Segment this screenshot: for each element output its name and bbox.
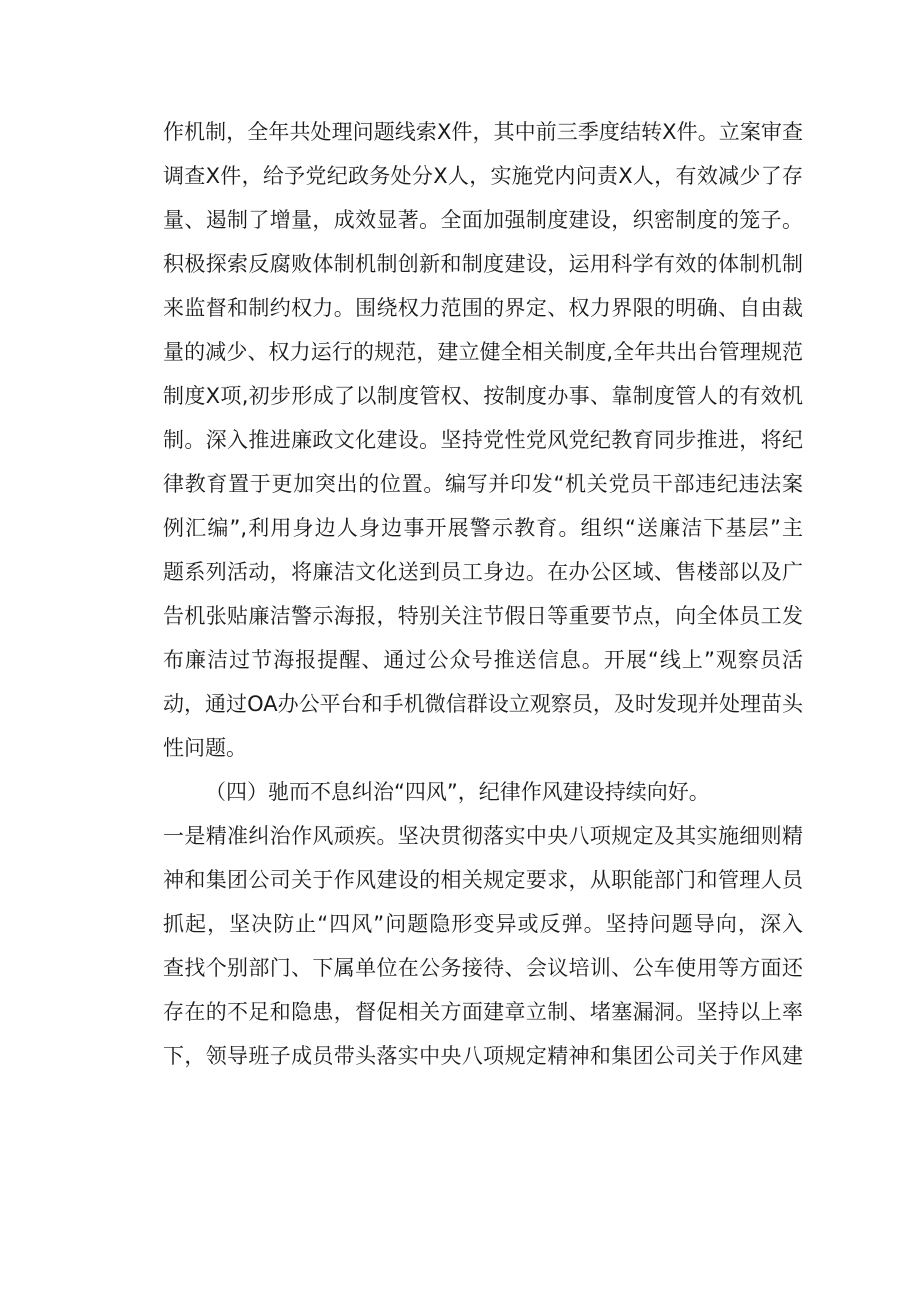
text-line: 动，通过OA办公平台和手机微信群设立观察员，及时发现并处理苗头 xyxy=(163,692,803,716)
text-line: 例汇编”,利用身边人身边事开展警示教育。组织“送廉洁下基层”主 xyxy=(163,516,803,540)
text-line: 作机制，全年共处理问题线索X件，其中前三季度结转X件。立案审查 xyxy=(163,120,803,144)
text-line: 性问题。 xyxy=(163,736,247,760)
text-line: 积极探索反腐败体制机制创新和制度建设，运用科学有效的体制机制 xyxy=(163,252,803,276)
section-heading: （四）驰而不息纠治“四风”，纪律作风建设持续向好。 xyxy=(205,780,710,804)
text-line: 神和集团公司关于作风建设的相关规定要求，从职能部门和管理人员 xyxy=(163,868,803,892)
text-line: 量、遏制了增量，成效显著。全面加强制度建设，织密制度的笼子。 xyxy=(163,208,803,232)
text-line: 告机张贴廉洁警示海报，特别关注节假日等重要节点，向全体员工发 xyxy=(163,604,803,628)
text-line: 制。深入推进廉政文化建设。坚持党性党风党纪教育同步推进，将纪 xyxy=(163,428,803,452)
text-line: 布廉洁过节海报提醒、通过公众号推送信息。开展“线上”观察员活 xyxy=(163,648,803,672)
text-line: 来监督和制约权力。围绕权力范围的界定、权力界限的明确、自由裁 xyxy=(163,296,803,320)
text-line: 律教育置于更加突出的位置。编写并印发“机关党员干部违纪违法案 xyxy=(163,472,803,496)
text-line: 调查X件，给予党纪政务处分X人，实施党内问责X人，有效减少了存 xyxy=(163,164,803,188)
text-line: 制度X项,初步形成了以制度管权、按制度办事、靠制度管人的有效机 xyxy=(163,384,803,408)
text-line: 量的减少、权力运行的规范，建立健全相关制度,全年共出台管理规范 xyxy=(163,340,803,364)
text-line: 查找个别部门、下属单位在公务接待、会议培训、公车使用等方面还 xyxy=(163,956,803,980)
text-line: 题系列活动，将廉洁文化送到员工身边。在办公区域、售楼部以及广 xyxy=(163,560,803,584)
text-line: 下，领导班子成员带头落实中央八项规定精神和集团公司关于作风建 xyxy=(163,1044,803,1068)
text-line: 存在的不足和隐患，督促相关方面建章立制、堵塞漏洞。坚持以上率 xyxy=(163,1000,803,1024)
text-line: 一是精准纠治作风顽疾。坚决贯彻落实中央八项规定及其实施细则精 xyxy=(163,824,803,848)
text-line: 抓起，坚决防止“四风”问题隐形变异或反弹。坚持问题导向，深入 xyxy=(163,912,803,936)
